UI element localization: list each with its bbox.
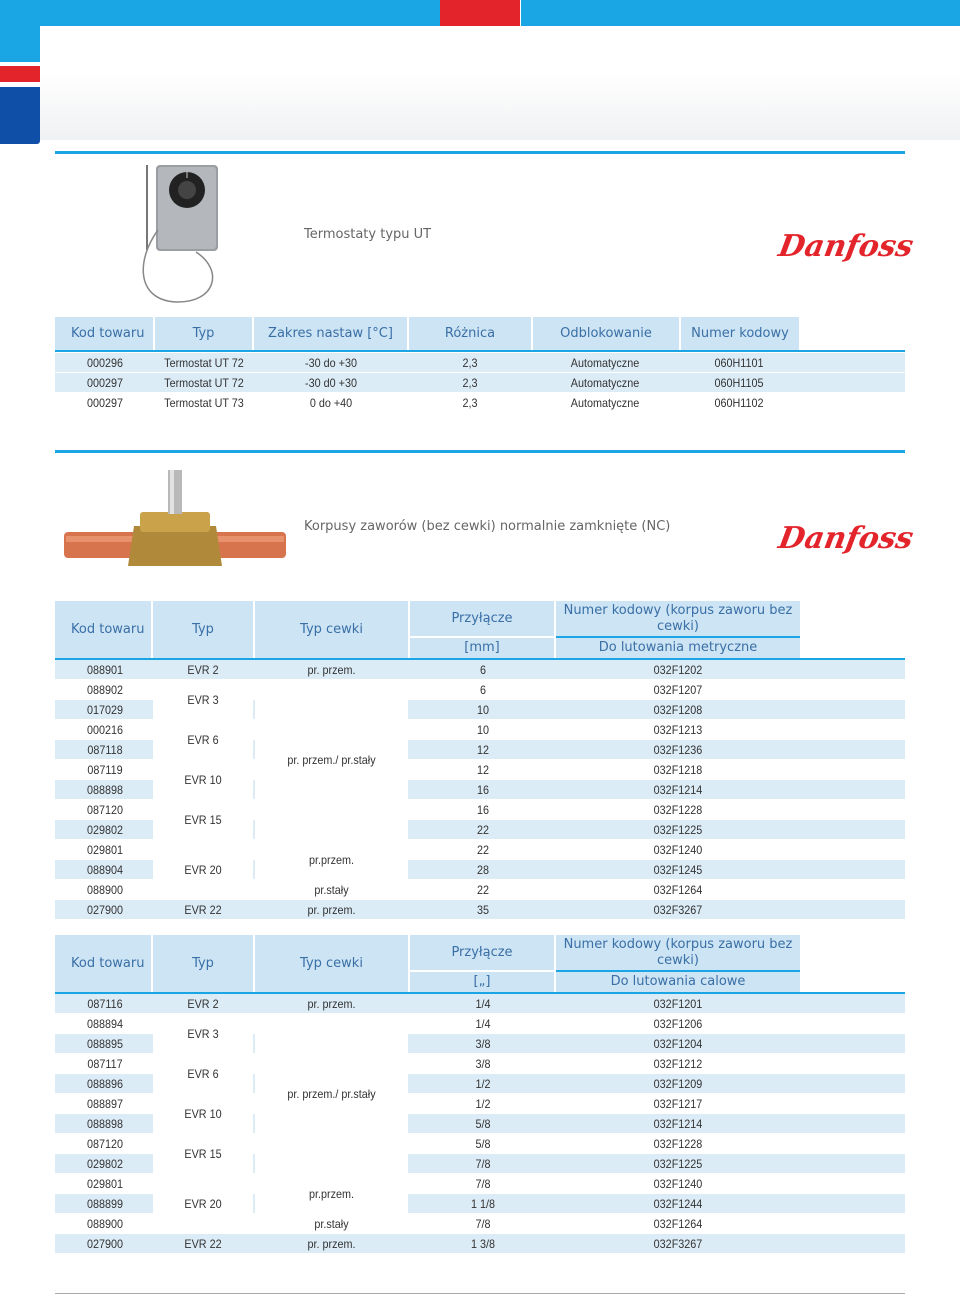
kod-cell: 027900	[86, 903, 124, 917]
kod-cell: 087119	[87, 763, 123, 777]
typ-cell: EVR 15	[184, 813, 222, 827]
danfoss-logo	[775, 510, 916, 560]
numer-cell: 032F1264	[653, 883, 703, 897]
kod-cell: 088900	[86, 1217, 124, 1231]
numer-cell: 032F1218	[653, 763, 703, 777]
cewka-cell: pr.stały	[314, 1217, 349, 1231]
typ-cell: EVR 10	[184, 773, 222, 787]
przylacze-cell: 1 3/8	[470, 1237, 496, 1251]
side-tab-light-blue	[0, 26, 40, 62]
numer-cell: 032F3267	[653, 1237, 703, 1251]
column-header: Kod towaru	[55, 317, 153, 350]
table-cell: 000296	[86, 356, 124, 370]
valve-table-inch	[55, 935, 905, 1255]
table-cell: -30 d0 +30	[305, 376, 357, 390]
side-tab-red	[0, 66, 40, 82]
kod-cell: 088894	[86, 1017, 124, 1031]
top-bar-blue-right	[521, 0, 960, 26]
footer-divider	[55, 1293, 905, 1294]
column-header: Typ	[155, 317, 252, 350]
cewka-cell: pr. przem./ pr.stały	[287, 753, 376, 767]
przylacze-cell: 35	[476, 903, 490, 917]
typ-cell: EVR 6	[187, 733, 219, 747]
numer-cell: 032F1240	[653, 843, 703, 857]
product-title-thermostats: Termostaty typu UT	[304, 227, 432, 242]
section-divider	[55, 450, 905, 453]
kod-cell: 088898	[86, 783, 124, 797]
cewka-cell: pr. przem.	[307, 1237, 356, 1251]
table-cell: 060H1101	[714, 356, 764, 370]
column-header: Numer kodowy (korpus zaworu bez cewki)	[556, 601, 800, 636]
table-cell: 2,3	[462, 376, 478, 390]
column-header: Przyłącze	[410, 935, 554, 970]
top-bar-blue-left	[0, 0, 440, 26]
table-cell: Automatyczne	[570, 396, 640, 410]
kod-cell: 029802	[86, 1157, 124, 1171]
przylacze-cell: 7/8	[475, 1177, 491, 1191]
przylacze-cell: 5/8	[475, 1137, 491, 1151]
table-cell: Termostat UT 72	[164, 356, 244, 370]
table-cell: 2,3	[462, 356, 478, 370]
przylacze-cell: 22	[476, 823, 490, 837]
numer-cell: 032F1225	[653, 823, 703, 837]
table-cell: -30 do +30	[305, 356, 357, 370]
cewka-cell: pr. przem.	[307, 663, 356, 677]
side-tab-dark-blue	[0, 87, 40, 144]
numer-cell: 032F1206	[653, 1017, 703, 1031]
numer-cell: 032F1217	[653, 1097, 703, 1111]
przylacze-cell: 1/4	[475, 1017, 491, 1031]
table-cell: Termostat UT 72	[164, 376, 244, 390]
danfoss-logo	[775, 218, 916, 268]
svg-text:Danfoss: Danfoss	[775, 229, 916, 264]
kod-cell: 087117	[87, 1057, 123, 1071]
column-header: Odblokowanie	[533, 317, 679, 350]
typ-cell: EVR 22	[184, 903, 222, 917]
numer-cell: 032F1207	[653, 683, 703, 697]
przylacze-cell: 10	[476, 723, 490, 737]
numer-cell: 032F1244	[653, 1197, 703, 1211]
przylacze-cell: 1 1/8	[470, 1197, 496, 1211]
column-header: [mm]	[410, 638, 554, 658]
numer-cell: 032F3267	[653, 903, 703, 917]
numer-cell: 032F1212	[653, 1057, 703, 1071]
numer-cell: 032F1245	[653, 863, 703, 877]
cewka-cell: pr. przem./ pr.stały	[287, 1087, 376, 1101]
przylacze-cell: 22	[476, 843, 490, 857]
numer-cell: 032F1214	[653, 783, 703, 797]
table-cell: 000297	[86, 376, 124, 390]
przylacze-cell: 12	[476, 763, 490, 777]
typ-cell: EVR 22	[184, 1237, 222, 1251]
column-header: Typ cewki	[255, 601, 408, 658]
column-header: Typ	[153, 601, 253, 658]
numer-cell: 032F1225	[653, 1157, 703, 1171]
kod-cell: 087116	[87, 997, 123, 1011]
numer-cell: 032F1228	[653, 803, 703, 817]
product-title-valves: Korpusy zaworów (bez cewki) normalnie zamknięte (NC)	[304, 519, 671, 534]
kod-cell: 088896	[86, 1077, 124, 1091]
przylacze-cell: 12	[476, 743, 490, 757]
kod-cell: 088897	[86, 1097, 124, 1111]
valve-body-image	[64, 466, 286, 576]
numer-cell: 032F1208	[653, 703, 703, 717]
typ-cell: EVR 2	[187, 997, 219, 1011]
column-header: Typ cewki	[255, 935, 408, 992]
numer-cell: 032F1213	[653, 723, 703, 737]
przylacze-cell: 1/2	[475, 1097, 491, 1111]
przylacze-cell: 3/8	[475, 1037, 491, 1051]
svg-text:Danfoss: Danfoss	[775, 521, 916, 556]
przylacze-cell: 6	[479, 683, 487, 697]
kod-cell: 087120	[86, 1137, 124, 1151]
section-divider	[55, 151, 905, 154]
kod-cell: 088904	[86, 863, 124, 877]
table-cell: 060H1105	[714, 376, 764, 390]
kod-cell: 088895	[86, 1037, 124, 1051]
column-header: Kod towaru	[55, 601, 151, 658]
przylacze-cell: 1/4	[475, 997, 491, 1011]
przylacze-cell: 7/8	[475, 1157, 491, 1171]
numer-cell: 032F1228	[653, 1137, 703, 1151]
typ-cell: EVR 2	[187, 663, 219, 677]
numer-cell: 032F1209	[653, 1077, 703, 1091]
typ-cell: EVR 15	[184, 1147, 222, 1161]
column-header: [„]	[410, 972, 554, 992]
cewka-cell: pr.przem.	[308, 853, 354, 867]
header-subrule	[556, 970, 800, 972]
przylacze-cell: 16	[476, 803, 490, 817]
przylacze-cell: 22	[476, 883, 490, 897]
numer-cell: 032F1264	[653, 1217, 703, 1231]
header-background	[40, 26, 960, 140]
kod-cell: 029801	[86, 843, 124, 857]
typ-cell: EVR 3	[187, 693, 219, 707]
typ-cell: EVR 20	[184, 863, 222, 877]
table-cell: Automatyczne	[570, 376, 640, 390]
numer-cell: 032F1204	[653, 1037, 703, 1051]
column-header: Numer kodowy	[681, 317, 799, 350]
numer-cell: 032F1236	[653, 743, 703, 757]
przylacze-cell: 5/8	[475, 1117, 491, 1131]
table-cell: 000297	[86, 396, 124, 410]
cewka-cell: pr.stały	[314, 883, 349, 897]
numer-cell: 032F1240	[653, 1177, 703, 1191]
thermostat-image	[136, 160, 226, 310]
przylacze-cell: 7/8	[475, 1217, 491, 1231]
kod-cell: 029801	[86, 1177, 124, 1191]
table-cell: Termostat UT 73	[164, 396, 244, 410]
header-rule	[55, 350, 905, 352]
column-header: Do lutowania calowe	[556, 972, 800, 992]
thermostat-table	[55, 317, 905, 417]
valve-table-metric	[55, 601, 905, 921]
typ-cell: EVR 10	[184, 1107, 222, 1121]
przylacze-cell: 10	[476, 703, 490, 717]
column-header: Zakres nastaw [°C]	[254, 317, 407, 350]
cewka-cell: pr. przem.	[307, 903, 356, 917]
table-cell: 0 do +40	[309, 396, 353, 410]
numer-cell: 032F1202	[653, 663, 703, 677]
numer-cell: 032F1201	[653, 997, 703, 1011]
cewka-cell: pr.przem.	[308, 1187, 354, 1201]
przylacze-cell: 3/8	[475, 1057, 491, 1071]
column-header: Przyłącze	[410, 601, 554, 636]
column-header: Do lutowania metryczne	[556, 638, 800, 658]
kod-cell: 027900	[86, 1237, 124, 1251]
kod-cell: 029802	[86, 823, 124, 837]
kod-cell: 088899	[86, 1197, 124, 1211]
kod-cell: 087118	[87, 743, 123, 757]
przylacze-cell: 6	[479, 663, 487, 677]
column-header: Kod towaru	[55, 935, 151, 992]
column-header: Różnica	[409, 317, 531, 350]
kod-cell: 087120	[86, 803, 124, 817]
przylacze-cell: 16	[476, 783, 490, 797]
kod-cell: 088901	[86, 663, 124, 677]
przylacze-cell: 28	[476, 863, 490, 877]
table-cell: 2,3	[462, 396, 478, 410]
kod-cell: 088898	[86, 1117, 124, 1131]
table-cell: 060H1102	[714, 396, 764, 410]
kod-cell: 088902	[86, 683, 124, 697]
przylacze-cell: 1/2	[475, 1077, 491, 1091]
top-bar-red	[440, 0, 520, 26]
kod-cell: 088900	[86, 883, 124, 897]
table-cell: Automatyczne	[570, 356, 640, 370]
typ-cell: EVR 3	[187, 1027, 219, 1041]
kod-cell: 000216	[86, 723, 124, 737]
cewka-cell: pr. przem.	[307, 997, 356, 1011]
numer-cell: 032F1214	[653, 1117, 703, 1131]
typ-cell: EVR 20	[184, 1197, 222, 1211]
kod-cell: 017029	[86, 703, 124, 717]
column-header: Numer kodowy (korpus zaworu bez cewki)	[556, 935, 800, 970]
column-header: Typ	[153, 935, 253, 992]
typ-cell: EVR 6	[187, 1067, 219, 1081]
header-subrule	[556, 636, 800, 638]
